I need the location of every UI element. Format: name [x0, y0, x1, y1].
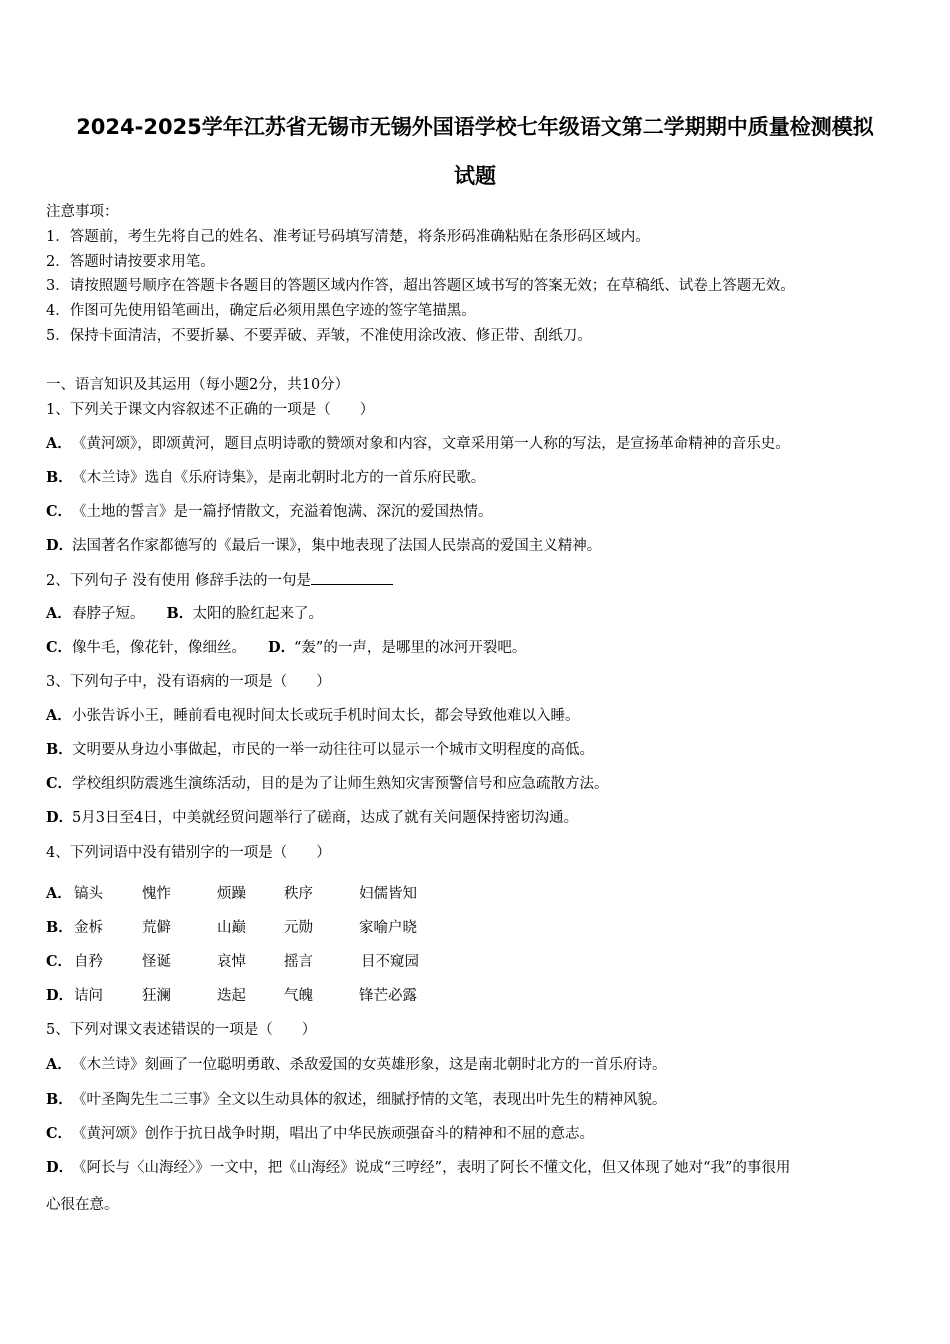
- word-cell: 烦躁: [217, 886, 246, 902]
- word-cell: 锋芒必露: [359, 988, 417, 1004]
- word-cell: 狂澜: [142, 988, 171, 1004]
- word-cell: 气魄: [284, 988, 313, 1004]
- note-item: 3．请按照题号顺序在答题卡各题目的答题区域内作答，超出答题区域书写的答案无效；在草稿纸、试卷上答题无效。: [46, 278, 795, 294]
- option-text: 《土地的誓言》是一篇抒情散文，充溢着饱满、深沉的爱国热情。: [72, 504, 493, 520]
- question-5-option-d: [46, 1158, 790, 1178]
- option-label: C．: [46, 1125, 73, 1142]
- word-cell: 荒僻: [142, 920, 171, 936]
- option-text: 《阿长与〈山海经〉》一文中，把《山海经》说成“三哼经”，表明了阿长不懂文化，但又体现了她对“我”的事很用: [72, 1160, 791, 1176]
- option-text: 《黄河颂》创作于抗日战争时期，唱出了中华民族顽强奋斗的精神和不屈的意志。: [72, 1126, 594, 1142]
- option-text: “轰”的一声，是哪里的冰河开裂吧。: [294, 640, 527, 656]
- word-cell: 山巅: [217, 920, 246, 936]
- option-label: C．: [46, 775, 73, 792]
- question-3-option-b: [46, 740, 594, 760]
- option-label: A．: [46, 435, 72, 452]
- word-cell: 家喻户晓: [359, 920, 417, 936]
- question-1-option-c: [46, 502, 493, 522]
- option-label: B．: [46, 1091, 73, 1108]
- option-text: 法国著名作家都德写的《最后一课》，集中地表现了法国人民崇高的爱国主义精神。: [72, 538, 602, 554]
- option-label: D．: [46, 537, 74, 554]
- word-cell: 秩序: [284, 886, 313, 902]
- question-2-stem: [46, 570, 393, 591]
- word-cell: 摇言: [284, 954, 313, 970]
- question-3-option-d: [46, 808, 578, 828]
- question-2-options-ab: [46, 604, 323, 624]
- option-label: C．: [46, 639, 73, 656]
- option-label: D．: [46, 809, 74, 826]
- word-cell: 元勋: [284, 920, 313, 936]
- option-text: 学校组织防震逃生演练活动，目的是为了让师生熟知灾害预警信号和应急疏散方法。: [72, 776, 609, 792]
- option-text: 文明要从身边小事做起，市民的一举一动往往可以显示一个城市文明程度的高低。: [72, 742, 594, 758]
- word-cell: 金柝: [74, 920, 103, 936]
- option-text: 《叶圣陶先生二三事》全文以生动具体的叙述，细腻抒情的文笔，表现出叶先生的精神风貌。: [72, 1092, 667, 1108]
- option-text: 小张告诉小王，睡前看电视时间太长或玩手机时间太长，都会导致他难以入睡。: [72, 708, 580, 724]
- question-1-stem: 1、下列关于课文内容叙述不正确的一项是（ ）: [46, 402, 375, 418]
- section-heading: 一、语言知识及其运用（每小题2分，共10分）: [46, 377, 350, 393]
- question-5-option-d-continued: 心很在意。: [46, 1197, 119, 1213]
- note-item: 4．作图可先使用铅笔画出，确定后必须用黑色字迹的签字笔描黑。: [46, 303, 476, 319]
- word-cell: 愧怍: [142, 886, 171, 902]
- question-2-options-cd: [46, 638, 526, 658]
- notes-heading: 注意事项：: [46, 204, 119, 220]
- option-label: C．: [46, 503, 73, 520]
- question-5-stem: 5、下列对课文表述错误的一项是（ ）: [46, 1022, 317, 1038]
- note-item: 1．答题前，考生先将自己的姓名、准考证号码填写清楚，将条形码准确粘贴在条形码区域内。: [46, 229, 650, 245]
- option-label: A．: [46, 605, 72, 622]
- option-label: B．: [46, 741, 73, 758]
- option-label: C．: [46, 953, 73, 970]
- option-text: 《木兰诗》刻画了一位聪明勇敢、杀敌爱国的女英雄形象，这是南北朝时北方的一首乐府诗。: [72, 1057, 667, 1073]
- option-label: A．: [46, 1056, 72, 1073]
- question-5-option-c: [46, 1124, 594, 1144]
- option-label: D．: [46, 1159, 74, 1176]
- question-3-option-a: [46, 706, 580, 726]
- document-title-continued: 试题: [454, 164, 496, 188]
- question-5-option-b: [46, 1090, 667, 1110]
- word-cell: 哀悼: [217, 954, 246, 970]
- option-text: 像牛毛，像花针，像细丝。: [72, 640, 246, 656]
- option-label: B．: [46, 469, 73, 486]
- note-item: 2．答题时请按要求用笔。: [46, 254, 215, 270]
- option-text: 春脖子短。: [72, 606, 145, 622]
- question-1-option-a: [46, 434, 790, 454]
- option-text: 《木兰诗》选自《乐府诗集》，是南北朝时北方的一首乐府民歌。: [72, 470, 486, 486]
- question-4-stem: 4、下列词语中没有错别字的一项是（ ）: [46, 845, 331, 861]
- question-1-option-d: [46, 536, 601, 556]
- option-label: D．: [46, 987, 74, 1004]
- note-item: 5．保持卡面清洁，不要折暴、不要弄破、弄皱，不准使用涂改液、修正带、刮纸刀。: [46, 328, 592, 344]
- question-3-option-c: [46, 774, 609, 794]
- option-label: A．: [46, 707, 72, 724]
- stem-text: 2、下列句子 没有使用 修辞手法的一句是: [46, 573, 311, 589]
- word-cell: 诘问: [74, 988, 103, 1004]
- answer-blank: [311, 570, 393, 585]
- question-3-stem: 3、下列句子中，没有语病的一项是（ ）: [46, 674, 331, 690]
- word-cell: 怪诞: [142, 954, 171, 970]
- document-title: 2024-2025学年江苏省无锡市无锡外国语学校七年级语文第二学期期中质量检测模拟: [76, 115, 874, 139]
- option-label: D．: [268, 639, 296, 656]
- option-text: 太阳的脸红起来了。: [192, 606, 323, 622]
- word-cell: 镐头: [74, 886, 103, 902]
- word-cell: 迭起: [217, 988, 246, 1004]
- option-label: A．: [46, 885, 72, 902]
- option-text: 《黄河颂》，即颂黄河，题目点明诗歌的赞颂对象和内容，文章采用第一人称的写法，是宣扬革命精神的音乐史。: [72, 436, 790, 452]
- word-cell: 妇儒皆知: [359, 886, 417, 902]
- option-label: B．: [166, 605, 194, 622]
- word-cell: 自矜: [74, 954, 103, 970]
- word-cell: 目不窥园: [361, 954, 419, 970]
- question-1-option-b: [46, 468, 485, 488]
- option-text: 5月3日至4日，中美就经贸问题举行了磋商，达成了就有关问题保持密切沟通。: [72, 810, 579, 826]
- option-label: B．: [46, 919, 73, 936]
- question-5-option-a: [46, 1055, 667, 1075]
